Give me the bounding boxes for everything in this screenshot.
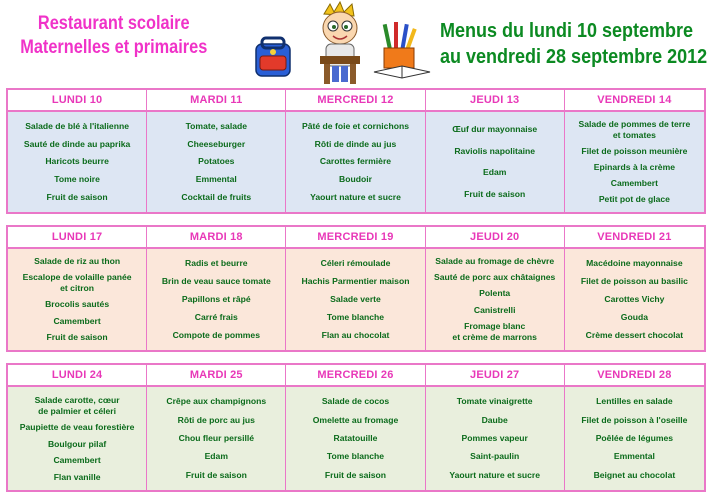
day-header: MARDI 18	[147, 227, 285, 249]
menu-dish: Daube	[481, 414, 508, 425]
day-menu	[565, 387, 704, 490]
day-column	[147, 227, 286, 350]
restaurant-title	[14, 12, 214, 60]
menu-dish: Tome blanche	[326, 451, 385, 462]
menu-dish: Boudoir	[339, 174, 372, 185]
menu-dish: Chou fleur persillé	[178, 432, 255, 443]
menu-dish: Ratatouille	[333, 432, 378, 443]
menu-dish: Papillons et râpé	[181, 294, 251, 304]
day-menu	[565, 112, 704, 212]
menu-dish: Saint-paulin	[470, 451, 520, 462]
day-menu	[286, 387, 424, 490]
day-header: VENDREDI 28	[565, 365, 704, 387]
day-column	[286, 90, 425, 212]
menu-dish: Carottes Vichy	[604, 294, 665, 304]
day-header: MERCREDI 19	[286, 227, 424, 249]
menu-dish: Carré frais	[194, 312, 238, 322]
menu-dish: Brin de veau sauce tomate	[161, 276, 271, 286]
menu-dish: Filet de poisson au basilic	[580, 276, 688, 286]
menu-dish: Yaourt nature et sucre	[310, 192, 401, 203]
day-menu	[426, 112, 564, 212]
day-column	[8, 365, 147, 490]
menu-dish: Edam	[482, 167, 507, 178]
day-column	[565, 90, 704, 212]
day-menu	[426, 249, 564, 350]
day-column	[147, 90, 286, 212]
day-column	[8, 227, 147, 350]
menu-dish: Epinards à la crème	[593, 162, 675, 172]
day-header: VENDREDI 21	[565, 227, 704, 249]
menu-dish: Tome noire	[54, 174, 100, 185]
menu-dish: Flan au chocolat	[321, 330, 390, 340]
menu-dish: Salade verte	[330, 294, 381, 304]
week-2-table	[6, 225, 706, 352]
menu-dish: Tomate vinaigrette	[456, 396, 533, 407]
menu-dish: Rôti de porc au jus	[177, 414, 255, 425]
schoolbag-icon	[252, 34, 294, 78]
menu-dish: Potatoes	[198, 156, 235, 167]
menu-dish: Salade carotte, cœur de palmier et céleri	[34, 394, 120, 416]
day-column	[426, 227, 565, 350]
menu-dish: Œuf dur mayonnaise	[452, 124, 538, 135]
menu-dish: Lentilles en salade	[596, 396, 673, 407]
menu-dish: Flan vanille	[53, 471, 101, 482]
menu-dish: Hachis Parmentier maison	[301, 276, 410, 286]
day-column	[8, 90, 147, 212]
menu-dish: Rôti de dinde au jus	[314, 138, 397, 149]
menu-dish: Filet de poisson à l'oseille	[581, 414, 688, 425]
day-menu	[147, 249, 285, 350]
menu-dish: Salade de blé à l'italienne	[25, 120, 129, 131]
menu-dish: Canistrelli	[473, 304, 516, 315]
day-menu	[8, 112, 146, 212]
menu-dish: Polenta	[479, 288, 511, 299]
restaurant-title-line2: Maternelles et primaires	[20, 37, 208, 58]
menu-dish: Carottes fermière	[319, 156, 392, 167]
day-menu	[8, 387, 146, 490]
day-column	[286, 365, 425, 490]
day-menu	[286, 249, 424, 350]
menu-dish: Boulgour pilaf	[47, 438, 107, 449]
day-menu	[147, 387, 285, 490]
menu-dish: Tome blanche	[326, 312, 385, 322]
menu-dish: Camembert	[53, 315, 101, 326]
menu-dish: Macédoine mayonnaise	[586, 258, 683, 268]
menu-dish: Fruit de saison	[46, 331, 108, 342]
day-header: MARDI 11	[147, 90, 285, 112]
menu-dish: Crème dessert chocolat	[585, 330, 684, 340]
day-menu	[426, 387, 564, 490]
menu-dish: Salade au fromage de chèvre	[435, 256, 555, 267]
day-column	[426, 365, 565, 490]
menu-dish: Fromage blanc et crème de marrons	[452, 320, 537, 342]
menu-dish: Emmental	[613, 451, 655, 462]
day-header: LUNDI 17	[8, 227, 146, 249]
menu-dish: Beignet au chocolat	[593, 469, 676, 480]
menu-dish: Poêlée de légumes	[595, 432, 674, 443]
menu-dish: Raviolis napolitaine	[454, 145, 536, 156]
menu-dish: Haricots beurre	[45, 156, 109, 167]
day-column	[565, 227, 704, 350]
menu-dish: Cocktail de fruits	[181, 192, 252, 203]
menu-dish: Pommes vapeur	[461, 432, 528, 443]
menu-dish: Brocolis sautés	[45, 299, 110, 310]
menu-dish: Yaourt nature et sucre	[449, 469, 541, 480]
menu-dish: Fruit de saison	[185, 469, 247, 480]
menu-dish: Camembert	[610, 178, 659, 188]
day-header: MARDI 25	[147, 365, 285, 387]
menu-dish: Fruit de saison	[46, 192, 108, 203]
menu-period-line1: Menus du lundi 10 septembre	[440, 20, 694, 42]
restaurant-title-line1: Restaurant scolaire	[37, 13, 190, 34]
menu-dish: Pâté de foie et cornichons	[302, 120, 409, 131]
week-3-table	[6, 363, 706, 492]
menu-dish: Salade de cocos	[321, 396, 390, 407]
day-column	[565, 365, 704, 490]
menu-dish: Emmental	[195, 174, 237, 185]
day-header: JEUDI 27	[426, 365, 564, 387]
menu-dish: Crêpe aux champignons	[166, 396, 267, 407]
menu-period-line2: au vendredi 28 septembre 2012	[440, 46, 708, 68]
day-header: MERCREDI 26	[286, 365, 424, 387]
menu-dish: Filet de poisson meunière	[581, 146, 688, 156]
menu-dish: Edam	[204, 451, 228, 462]
menu-dish: Salade de pommes de terre et tomates	[578, 119, 691, 140]
day-column	[426, 90, 565, 212]
day-column	[147, 365, 286, 490]
menu-dish: Compote de pommes	[172, 330, 260, 340]
menu-dish: Tomate, salade	[185, 120, 248, 131]
day-menu	[8, 249, 146, 350]
week-1-table	[6, 88, 706, 214]
menu-dish: Paupiette de veau forestière	[19, 422, 135, 432]
day-menu	[565, 249, 704, 350]
day-header: VENDREDI 14	[565, 90, 704, 112]
menu-dish: Petit pot de glace	[598, 194, 670, 204]
menu-dish: Escalope de volaille panée et citron	[22, 272, 132, 294]
menu-dish: Camembert	[53, 455, 101, 465]
menu-dish: Salade de riz au thon	[34, 256, 121, 267]
menu-dish: Cheeseburger	[187, 138, 246, 149]
day-header: LUNDI 24	[8, 365, 146, 387]
day-header: MERCREDI 12	[286, 90, 424, 112]
day-menu	[286, 112, 424, 212]
menu-dish: Fruit de saison	[324, 469, 387, 480]
day-menu	[147, 112, 285, 212]
day-header: LUNDI 10	[8, 90, 146, 112]
day-column	[286, 227, 425, 350]
menu-dish: Céleri rémoulade	[320, 258, 391, 268]
menu-dish: Fruit de saison	[464, 188, 526, 199]
day-header: JEUDI 20	[426, 227, 564, 249]
menu-dish: Gouda	[620, 312, 648, 322]
menu-dish: Radis et beurre	[185, 258, 248, 268]
pencil-cup-icon	[372, 20, 432, 82]
menu-dish: Omelette au fromage	[312, 414, 399, 425]
schoolboy-icon	[308, 0, 372, 86]
day-header: JEUDI 13	[426, 90, 564, 112]
menu-dish: Sauté de porc aux châtaignes	[434, 272, 556, 283]
menu-dish: Sauté de dinde au paprika	[23, 138, 131, 149]
menu-period-title	[440, 18, 708, 70]
